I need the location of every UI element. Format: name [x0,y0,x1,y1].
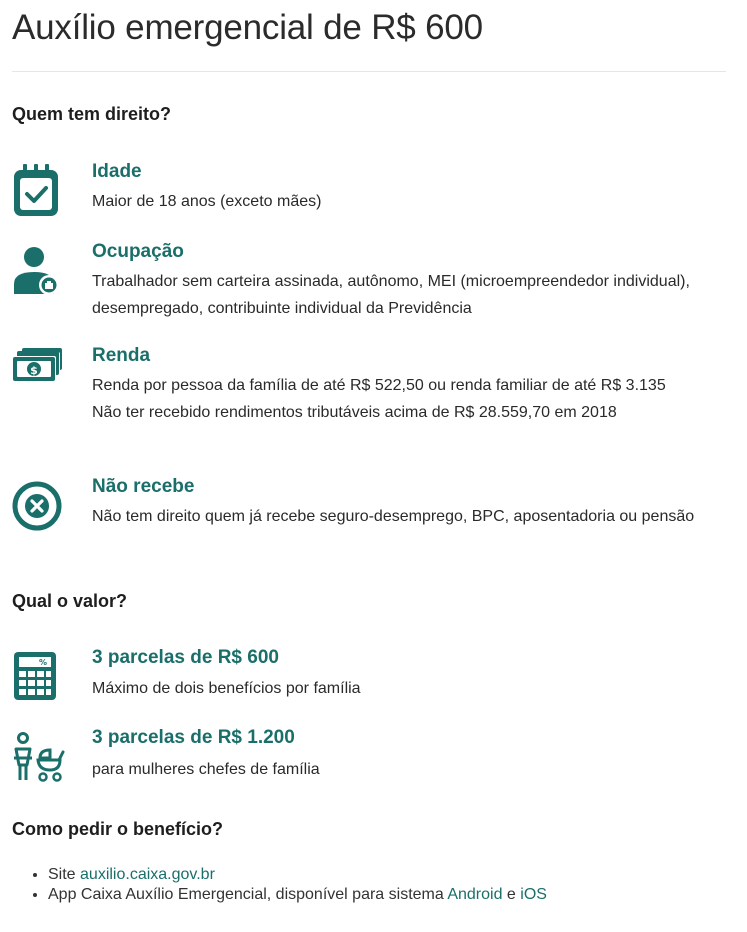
criteria-title-income: Renda [92,345,151,366]
ios-link[interactable]: iOS [520,886,547,903]
page-title: Auxílio emergencial de R$ 600 [12,8,483,47]
criteria-line: Não ter recebido rendimentos tributáveis acima de R$ 28.559,70 em 2018 [92,404,617,421]
how-to-list [26,865,547,905]
value-item-1200 [12,726,726,786]
criteria-line: Renda por pessoa da família de até R$ 522,50 ou renda familiar de até R$ 3.135 [92,377,666,394]
criteria-title-age: Idade [92,161,142,182]
list-item-text: e [502,886,521,903]
section-heading-value: Qual o valor? [12,591,128,611]
site-link[interactable]: auxilio.caixa.gov.br [80,866,215,883]
list-item-text: App Caixa Auxílio Emergencial, disponível para sistema [48,886,448,903]
criteria-item-income [12,344,726,459]
x-circle-icon [12,481,62,537]
criteria-text-not-receiving [92,503,712,530]
calendar-check-icon [12,160,62,216]
value-text-600: Máximo de dois benefícios por família [92,680,361,697]
criteria-line: Não tem direito quem já recebe seguro-desemprego, BPC, aposentadoria ou pensão [92,508,695,525]
criteria-title-occupation: Ocupação [92,241,184,262]
value-title-600: 3 parcelas de R$ 600 [92,647,279,668]
criteria-text-age [92,188,712,215]
worker-icon [12,240,62,296]
money-icon [12,344,62,400]
criteria-item-age [12,160,726,220]
criteria-text-income [92,372,712,426]
section-heading-who: Quem tem direito? [12,104,172,124]
section-heading-how: Como pedir o benefício? [12,819,224,839]
android-link[interactable]: Android [447,886,503,903]
list-item-text: Site [48,866,81,883]
mother-stroller-icon [12,732,62,788]
title-divider [12,71,726,72]
value-item-600 [12,646,726,706]
criteria-text-occupation [92,268,712,322]
svg-text:$: $ [30,364,38,377]
criteria-line: Maior de 18 anos (exceto mães) [92,193,322,210]
value-title-1200: 3 parcelas de R$ 1.200 [92,727,295,748]
criteria-title-not-receiving: Não recebe [92,476,195,497]
criteria-line: Trabalhador sem carteira assinada, autônomo, MEI (microempreendedor individual), desempregado, contribuinte individual da Previdência [92,273,690,317]
value-text-1200: para mulheres chefes de família [92,761,320,778]
calculator-icon [12,650,62,706]
list-item [48,885,547,905]
criteria-item-occupation [12,240,726,330]
criteria-item-not-receiving [12,475,726,565]
svg-text:%: % [38,658,47,667]
list-item [48,865,547,885]
